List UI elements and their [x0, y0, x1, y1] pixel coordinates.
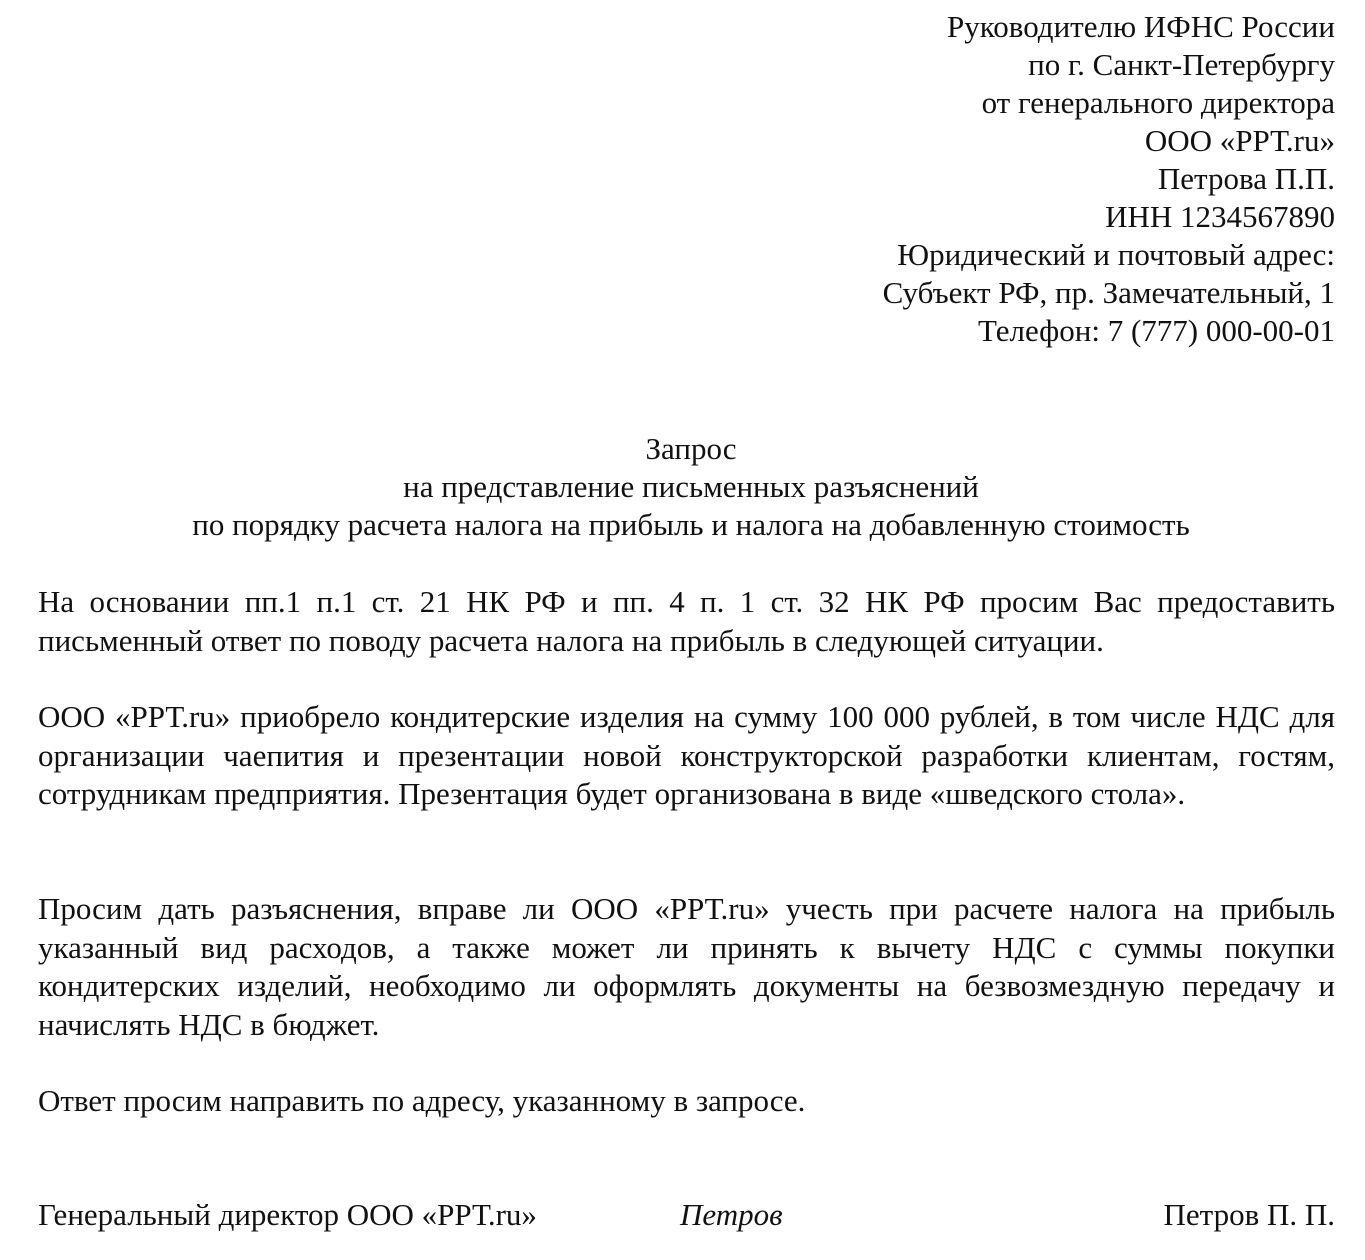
body-paragraph: На основании пп.1 п.1 ст. 21 НК РФ и пп. 4 п. 1 ст. 32 НК РФ просим Вас предоставить письменный ответ по поводу расчета налога на прибыль в следующей ситуации.	[38, 584, 1335, 658]
handwritten-signature: Петров	[680, 1197, 783, 1232]
body-paragraph: ООО «РРТ.ru» приобрело кондитерские изделия на сумму 100 000 рублей, в том числе НДС для организации чаепития и презентации новой конструкторской разработки клиентам, гостям, сотрудникам предприятия. Презентация будет организована в виде «шведского стола».	[38, 699, 1335, 811]
body-paragraph: Просим дать разъяснения, вправе ли ООО «РРТ.ru» учесть при расчете налога на прибыль указанный вид расходов, а также может ли принять к вычету НДС с суммы покупки кондитерских изделий, необходимо ли оформлять документы на безвозмездную передачу и начислять НДС в бюджет.	[38, 891, 1335, 1042]
title-line: Запрос	[645, 431, 737, 466]
body-paragraph: Ответ просим направить по адресу, указанному в запросе.	[38, 1083, 806, 1118]
sender-line: Субъект РФ, пр. Замечательный, 1	[882, 275, 1335, 310]
title-line: на представление письменных разъяснений	[403, 469, 979, 504]
title-line: по порядку расчета налога на прибыль и налога на добавленную стоимость	[192, 507, 1190, 542]
signature-row	[38, 1196, 1335, 1236]
sender-line: Петрова П.П.	[1157, 161, 1335, 196]
addressee-block	[883, 8, 1335, 350]
sender-line: ИНН 1234567890	[1105, 199, 1335, 234]
signatory-name: Петров П. П.	[1163, 1197, 1335, 1232]
addressee-line: по г. Санкт-Петербургу	[1028, 47, 1335, 82]
addressee-line: Руководителю ИФНС России	[947, 9, 1335, 44]
signatory-position: Генеральный директор ООО «РРТ.ru»	[38, 1197, 537, 1232]
sender-line: ООО «РРТ.ru»	[1144, 123, 1335, 158]
sender-line: Телефон: 7 (777) 000-00-01	[978, 313, 1335, 348]
document-title	[0, 430, 1365, 544]
sender-line: Юридический и почтовый адрес:	[897, 237, 1335, 272]
sender-line: от генерального директора	[981, 85, 1335, 120]
